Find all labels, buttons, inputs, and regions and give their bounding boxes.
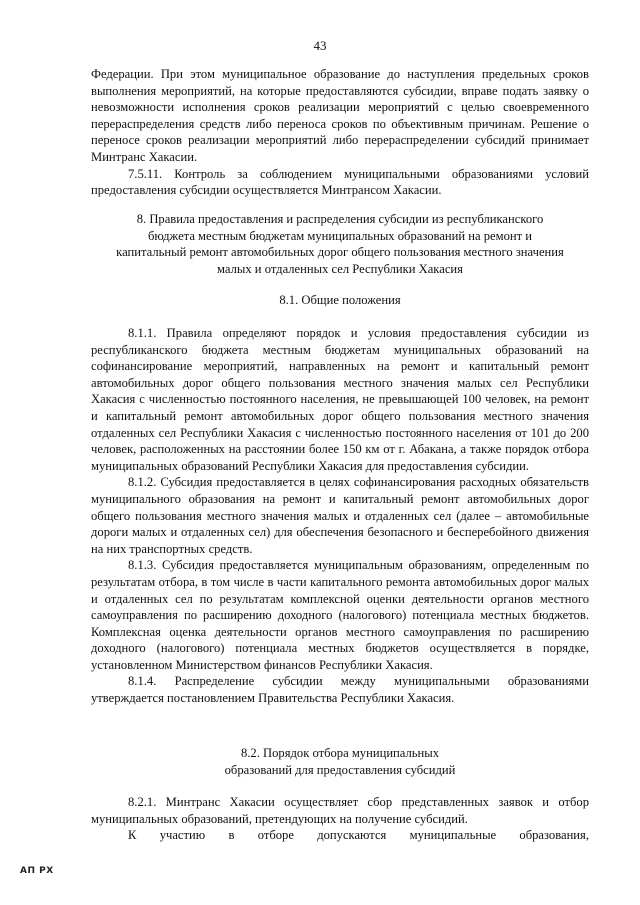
heading-line: образований для предоставления субсидий xyxy=(224,762,456,777)
heading-line: 8.2. Порядок отбора муниципальных xyxy=(240,746,440,760)
intro-text xyxy=(91,66,589,199)
heading-line: малых и отдаленных сел Республики Хакасия xyxy=(217,261,463,276)
heading-line: бюджета местным бюджетам муниципальных образований на ремонт и xyxy=(147,228,533,243)
footer-mark: АП РХ xyxy=(20,866,54,876)
section-8-heading xyxy=(91,211,589,277)
paragraph-8-2-continued: К участию в отборе допускаются муниципальные образования, xyxy=(128,828,589,843)
paragraph-8-2-1: 8.2.1. Минтранс Хакасии осуществляет сбор представленных заявок и отбор муниципальных образований, претендующих на получение субсидий. xyxy=(91,795,589,826)
paragraph-continuation: Федерации. При этом муниципальное образование до наступления предельных сроков выполнения мероприятий, на которые предоставляются субсидии, вправе подать заявку о невозможности исполнения сроков реализации мероприятий с целью своевременного перераспределения средств либо переноса сроков по объективным причинам. Решение о переносе сроков реализации мероприятий либо перераспределении субсидий принимает Минтранс Хакасии. xyxy=(91,67,589,164)
paragraph-8-1-4: 8.1.4. Распределение субсидии между муниципальными образованиями утверждается постановлением Правительства Республики Хакасия. xyxy=(91,674,589,706)
subsection-8-2-heading xyxy=(91,745,589,778)
paragraph-8-1-1: 8.1.1. Правила определяют порядок и условия предоставления субсидии из республиканского бюджета местным бюджетам муниципальных образований на софинансирование мероприятий, направленных на ремонт и капитальный ремонт автомобильных дорог общего пользования местного значения малых сел Республики Хакасия с численностью постоянного населения, не превышающей 100 человек, на ремонт и капитальный ремонт автомобильных дорог общего пользования местного значения отдаленных сел Республики Хакасия с численностью постоянного населения от 101 до 200 человек, расположенных на расстоянии более 150 км от г. Абакана, а также порядок отбора муниципальных образований Республики Хакасия для предоставления субсидии. xyxy=(91,326,589,473)
paragraph-8-1-2: 8.1.2. Субсидия предоставляется в целях софинансирования расходных обязательств муниципального образования на ремонт и капитальный ремонт автомобильных дорог общего пользования местного значения малых и отдаленных сел (далее – автомобильные дороги малых и отдаленных сел) для обеспечения безопасного и бесперебойного движения на них транспортных средств. xyxy=(91,475,589,556)
subsection-8-1-text xyxy=(91,325,589,707)
heading-line: капитальный ремонт автомобильных дорог общего пользования местного значения xyxy=(116,245,564,260)
subsection-8-1-heading: 8.1. Общие положения xyxy=(279,293,401,307)
paragraph-7-5-11: 7.5.11. Контроль за соблюдением муниципальными образованиями условий предоставления субсидии осуществляется Минтрансом Хакасии. xyxy=(91,166,589,198)
page-number: 43 xyxy=(313,38,327,53)
subsection-8-2-text xyxy=(91,794,589,844)
heading-line: 8. Правила предоставления и распределения субсидии из республиканского xyxy=(136,212,544,226)
paragraph-8-1-3: 8.1.3. Субсидия предоставляется муниципальным образованиям, определенным по результатам отбора, в том числе в части капитального ремонта автомобильных дорог малых и отдаленных сел по результатам комплексной оценки деятельности органов местного самоуправления по расширению доходного (налогового) потенциала местных бюджетов. Комплексная оценка деятельности органов местного самоуправления по расширению доходного (налогового) потенциала местных бюджетов осуществляется в порядке, установленном Министерством финансов Республики Хакасия. xyxy=(91,558,589,672)
